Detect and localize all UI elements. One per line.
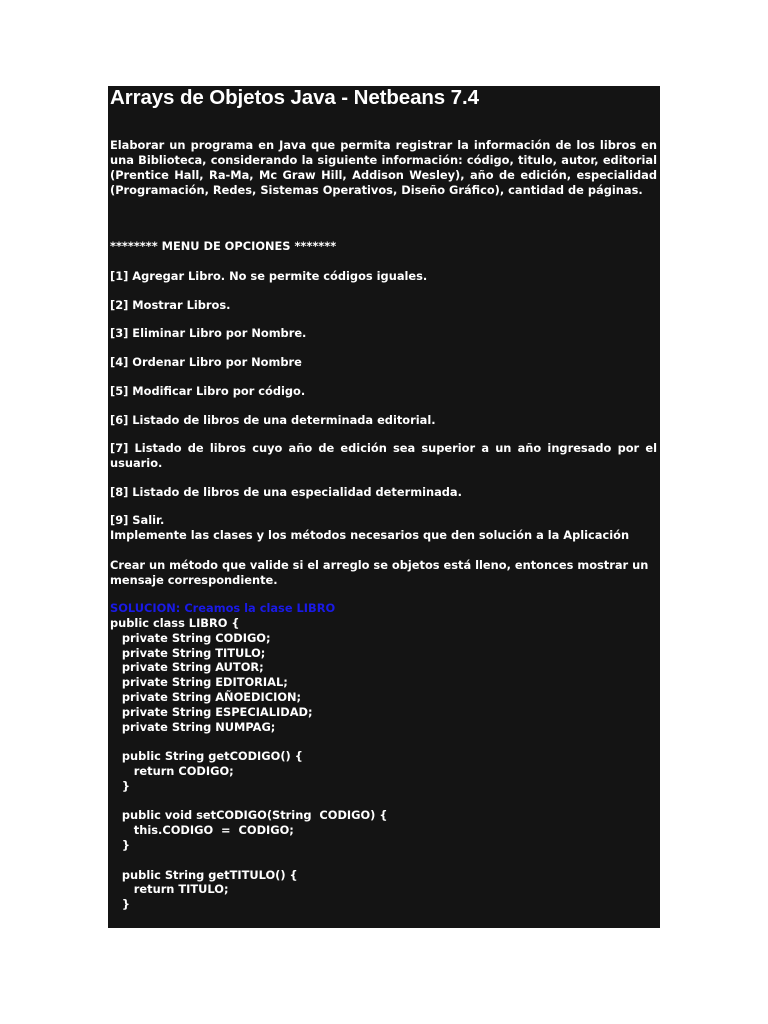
code-line: public void setCODIGO(String CODIGO) {: [110, 808, 388, 823]
menu-item-1: [1] Agregar Libro. No se permite códigos iguales.: [110, 269, 428, 283]
instruction-2: Crear un método que valide si el arreglo se objetos está lleno, entonces mostrar un mensaje correspondiente.: [110, 558, 649, 587]
code-line: [110, 734, 387, 749]
menu-item-5: [5] Modificar Libro por código.: [110, 384, 306, 398]
code-line: public class LIBRO {: [110, 616, 240, 630]
code-line: private String NUMPAG;: [110, 719, 276, 734]
code-line: [110, 794, 387, 809]
document-title: Arrays de Objetos Java - Netbeans 7.4: [110, 86, 479, 109]
code-line: private String EDITORIAL;: [110, 675, 288, 690]
menu-item-2: [2] Mostrar Libros.: [110, 298, 231, 312]
code-line: public String getCODIGO() {: [110, 749, 303, 764]
code-line: private String ESPECIALIDAD;: [110, 704, 313, 719]
code-line: }: [110, 778, 131, 793]
code-line: private String TITULO;: [110, 645, 266, 660]
code-line: public String getTITULO() {: [110, 867, 298, 882]
instruction-1: Implemente las clases y los métodos necesarios que den solución a la Aplicación: [110, 528, 630, 542]
code-block: [110, 616, 387, 912]
menu-item-7: [7] Listado de libros cuyo año de edición sea superior a un año ingresado por el usuario.: [110, 441, 657, 470]
code-line: private String AUTOR;: [110, 660, 264, 675]
code-line: return TITULO;: [110, 882, 229, 897]
menu-item-9: [9] Salir.: [110, 513, 165, 527]
code-line: private String AÑOEDICION;: [110, 689, 302, 704]
code-line: return CODIGO;: [110, 763, 234, 778]
document-panel: [108, 86, 660, 928]
menu-item-8: [8] Listado de libros de una especialidad determinada.: [110, 485, 462, 499]
solution-heading: SOLUCION: Creamos la clase LIBRO: [110, 601, 336, 615]
menu-item-3: [3] Eliminar Libro por Nombre.: [110, 326, 307, 340]
menu-item-4: [4] Ordenar Libro por Nombre: [110, 355, 302, 369]
code-line: private String CODIGO;: [110, 630, 271, 645]
code-line: this.CODIGO = CODIGO;: [110, 823, 294, 838]
menu-header: ******** MENU DE OPCIONES *******: [110, 239, 337, 253]
menu-item-6: [6] Listado de libros de una determinada editorial.: [110, 413, 436, 427]
code-line: }: [110, 897, 131, 912]
intro-paragraph: Elaborar un programa en Java que permita registrar la información de los libros en una Biblioteca, considerando la siguiente información: código, titulo, autor, editorial (Prentice Hall, Ra-Ma, Mc Graw Hill, Addison Wesley), año de edición, especialidad (Programación, Redes, Sistemas Operativos, Diseño Gráfico), cantidad de páginas.: [110, 138, 657, 197]
code-line: }: [110, 837, 131, 852]
code-line: [110, 853, 387, 868]
